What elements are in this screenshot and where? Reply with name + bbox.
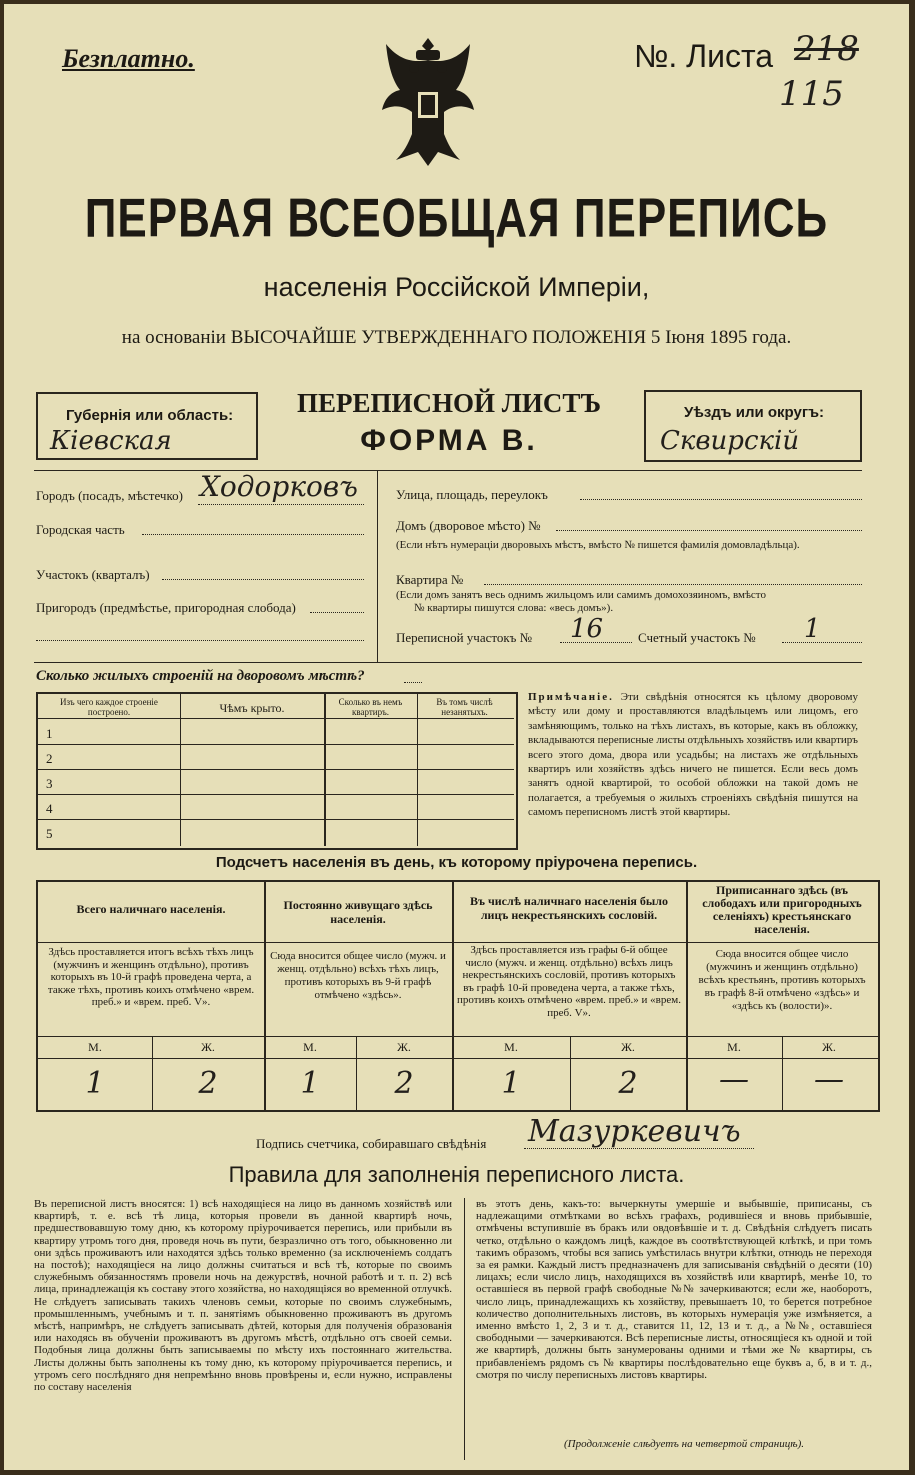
count-col1-desc: Здѣсь проставляется итогъ всѣхъ тѣхъ лицъ (мужчинъ и женщинъ отдѣльно), противъ которыхъ въ 10-й графѣ проведена черта, а также тѣхъ, противъ коихъ отмѣчено «врем. преб.» и «врем. преб. V». — [47, 946, 255, 1008]
house-note: (Если нѣтъ нумераціи дворовыхъ мѣстъ, вмѣсто № пишется фамилія домовладѣльца). — [396, 539, 800, 551]
census-district-label: Переписной участокъ № — [396, 630, 533, 645]
count-m-label: М. — [88, 1040, 102, 1054]
count-col1-m[interactable]: 1 — [85, 1066, 105, 1101]
sheet-number-struck: 218 — [794, 29, 859, 69]
census-title: ПЕРВАЯ ВСЕОБЩАЯ ПЕРЕПИСЬ — [84, 187, 829, 249]
count-col3-desc: Здѣсь проставляется изъ графы 6-й общее число (мужч. и женщ. отдѣльно) всѣхъ лицъ некрестьянскихъ сословій, противъ которыхъ въ графѣ 10-й проведена черта, а также тѣхъ, противъ коихъ отмѣчено «врем. преб.» и «врем. преб. V». — [457, 944, 681, 1019]
count-f-label: Ж. — [822, 1040, 836, 1054]
apartment-note-2: № квартиры пишутся слова: «весь домъ»). — [414, 602, 614, 614]
count-col3-f[interactable]: 2 — [618, 1066, 638, 1101]
buildings-col-material: Изъ чего каждое строеніе построено. — [60, 697, 158, 717]
city-part-label: Городская часть — [36, 522, 125, 537]
census-basis: на основаніи ВЫСОЧАЙШЕ УТВЕРЖДЕННАГО ПОЛОЖЕНІЯ 5 Іюня 1895 года. — [121, 327, 792, 348]
note-block — [528, 690, 858, 820]
note-label: Примѣчаніе. — [528, 691, 614, 703]
form-type: ФОРМА В. — [360, 424, 538, 457]
rules-right-column: въ этотъ день, какъ-то: вычеркнуты умершіе и выбывшіе, приписаны, съ надлежащими отмѣтками во всѣхъ графахъ, родившіеся и вновь прибывшіе, отмѣчены вступившіе въ бракъ или овдовѣвшіе и т. д. Свѣдѣнія слѣдуетъ писать четко, отдѣльно о каждомъ лицѣ, каждое въ соотвѣтствующей клѣткѣ, и при томъ такимъ образомъ, чтобы вся запись умѣстилась внутри клѣтки, отнюдь не переходя за ея рамки. Каждый листъ предназначенъ для записыванія свѣдѣній о десяти (10) лицахъ; если число лицъ, находящихся въ хозяйствѣ или квартирѣ, менѣе 10, то оставшіеся въ первой графѣ свободные №№ зачеркиваются; если же, наоборотъ, число лицъ, принадлежащихъ къ хозяйству, превышаетъ 10, то берется потребное количество дополнительныхъ листовъ, въ которыхъ нумерація уже измѣняется, а именно вмѣсто 1, 2, 3 и т. д., ставится 11, 12, 13 и т. д., а №№, оставшіеся свободными — зачеркиваются. Всѣ переписные листы, относящіеся къ одной и той же квартирѣ, должны быть занумерованы одними и тѣми же № квартиры, съ прибавленіемъ рядомъ съ № квартиры послѣдовательно еще буквъ а, б, в и т. д., смотря по числу переписныхъ листовъ квартиры. — [476, 1198, 872, 1381]
note-text: Эти свѣдѣнія относятся къ цѣлому дворовому мѣсту или дому и проставляются владѣльцемъ или лицомъ, его замѣняющимъ, только на тѣхъ листахъ, въ которые, какъ въ обложку, вкладываются переписные листы отдѣльныхъ хозяйствъ или квартиръ всего этого дома, двора или усадьбы; на листахъ же отдѣльныхъ квартиръ или хозяйствъ здѣсь ничего не пишется. Если весь домъ занятъ одной квартирой, то особой обложки на такой домъ не полагается, а требуемыя о жилыхъ строеніяхъ свѣдѣнія пишутся на самомъ переписномъ листѣ этой квартиры. — [528, 691, 858, 819]
table-row: 3 — [46, 776, 53, 791]
census-form-page — [4, 4, 909, 1470]
census-subtitle: населенія Россійской Имперіи, — [263, 272, 650, 302]
buildings-question: Сколько жилыхъ строеній на дворовомъ мѣстѣ? — [36, 668, 365, 684]
count-m-label: М. — [504, 1040, 518, 1054]
province-value[interactable]: Кіевская — [50, 426, 172, 456]
count-col4-f[interactable]: — — [814, 1062, 844, 1097]
apartment-note-1: (Если домъ занятъ весь однимъ жильцомъ или самимъ домохозяиномъ, вмѣсто — [396, 589, 766, 601]
signature-value[interactable]: Мазуркевичъ — [528, 1114, 741, 1149]
count-col4-desc: Сюда вносится общее число (мужчинъ и женщинъ отдѣльно) всѣхъ крестьянъ, противъ которыхъ въ графѣ 8-й отмѣчено «здѣсь» и «здѣсь къ (волости)». — [698, 948, 866, 1012]
free-label: Безплатно. — [62, 44, 195, 73]
counting-district-value[interactable]: 1 — [804, 614, 821, 644]
counting-district-label: Счетный участокъ № — [638, 630, 756, 645]
buildings-col-roof: Чѣмъ крыто. — [219, 701, 285, 715]
province-box — [36, 392, 258, 460]
count-col3-m[interactable]: 1 — [501, 1066, 521, 1101]
suburb-label: Пригородъ (предмѣстье, пригородная слобода) — [36, 600, 296, 615]
apartment-label: Квартира № — [396, 572, 464, 587]
census-district-value[interactable]: 16 — [570, 614, 604, 644]
count-col3-title: Въ числѣ наличнаго населенія было лицъ некрестьянскихъ сословій. — [469, 894, 669, 922]
sheet-number: 115 — [779, 74, 844, 114]
city-value[interactable]: Ходорковъ — [200, 470, 358, 503]
count-heading: Подсчетъ населенія въ день, къ которому пріурочена перепись. — [215, 854, 698, 871]
table-row: 1 — [46, 726, 53, 741]
district-label: Уѣздъ или округъ: — [684, 404, 825, 421]
table-row: 5 — [46, 826, 53, 841]
count-col2-m[interactable]: 1 — [300, 1066, 320, 1101]
province-label: Губернія или область: — [66, 407, 234, 424]
sheet-number-label: №. Листа — [634, 38, 774, 74]
count-f-label: Ж. — [397, 1040, 411, 1054]
rules-continued: (Продолженіе слѣдуетъ на четвертой страницѣ). — [564, 1438, 804, 1450]
count-col1-title: Всего наличнаго населенія. — [76, 902, 226, 916]
count-col2-title: Постоянно живущаго здѣсь населенія. — [283, 898, 433, 926]
count-col2-f[interactable]: 2 — [394, 1066, 414, 1101]
rules-heading: Правила для заполненія переписного листа. — [228, 1162, 685, 1187]
house-label: Домъ (дворовое мѣсто) № — [396, 518, 541, 533]
district-box — [644, 390, 862, 462]
city-label: Городъ (посадъ, мѣстечко) — [36, 488, 183, 503]
precinct-label: Участокъ (кварталъ) — [36, 567, 150, 582]
buildings-col-vacant: Въ томъ числѣ незанятыхъ. — [436, 697, 493, 717]
signature-label: Подпись счетчика, собиравшаго свѣдѣнія — [256, 1136, 487, 1151]
count-f-label: Ж. — [201, 1040, 215, 1054]
rules-left-column: Въ переписной листъ вносятся: 1) всѣ находящіеся на лицо въ данномъ хозяйствѣ или квартирѣ, т. е. всѣ тѣ лица, которыя провели въ данной квартирѣ ночь, предшествовавшую тому дню, къ которому пріурочивается перепись, или прибыли въ квартиру утромъ того дня, проведя ночь въ пути, безразлично отъ того, обыкновенно ли они здѣсь проживаютъ или находятся здѣсь только временно (за исключеніемъ солдатъ на постоѣ); находящіеся на лицо должны считаться и всѣ тѣ, которые по своимъ служебнымъ обязанностямъ провели ночь на дежурствѣ, ночной работѣ и т. п. 2) всѣ лица, принадлежащія къ составу этого хозяйства, но находящіяся во временной отлучкѣ. Не слѣдуетъ записывать такихъ членовъ семьи, которые по своимъ служебнымъ, промышленнымъ, учебнымъ и т. п. занятіямъ обыкновенно проживаютъ въ другомъ мѣстѣ, напримѣръ, не слѣдуетъ записывать дѣтей, которыя для полученія образованія или находясь въ обученіи проживаютъ въ другомъ мѣстѣ, отдѣльно отъ своей семьи. Подобныя лица должны быть записываемы по мѣсту ихъ постояннаго жительства. Листы должны быть заполнены къ тому дню, къ которому пріурочивается перепись, и утромъ сего послѣдняго дня непремѣнно вновь провѣрены и, если нужно, исправлены по составу населенія — [34, 1198, 452, 1394]
table-row: 2 — [46, 751, 53, 766]
count-m-label: М. — [727, 1040, 741, 1054]
form-name: ПЕРЕПИСНОЙ ЛИСТЪ — [296, 388, 602, 418]
count-m-label: М. — [303, 1040, 317, 1054]
count-f-label: Ж. — [621, 1040, 635, 1054]
count-col1-f[interactable]: 2 — [198, 1066, 218, 1101]
district-value[interactable]: Сквирскій — [660, 426, 800, 456]
street-label: Улица, площадь, переулокъ — [396, 487, 548, 502]
count-col2-desc: Сюда вносится общее число (мужч. и женщ. отдѣльно) всѣхъ тѣхъ лицъ, противъ которыхъ въ 9-й графѣ отмѣчено «здѣсь». — [270, 950, 446, 1001]
count-col4-m[interactable]: — — [719, 1062, 749, 1097]
imperial-eagle-icon — [378, 34, 478, 174]
buildings-col-apartments: Сколько въ немъ квартиръ. — [338, 697, 403, 717]
count-col4-title: Приписаннаго здѣсь (въ слободахъ или пригородныхъ селеніяхъ) крестьянскаго населенія. — [702, 883, 862, 936]
table-row: 4 — [46, 801, 53, 816]
